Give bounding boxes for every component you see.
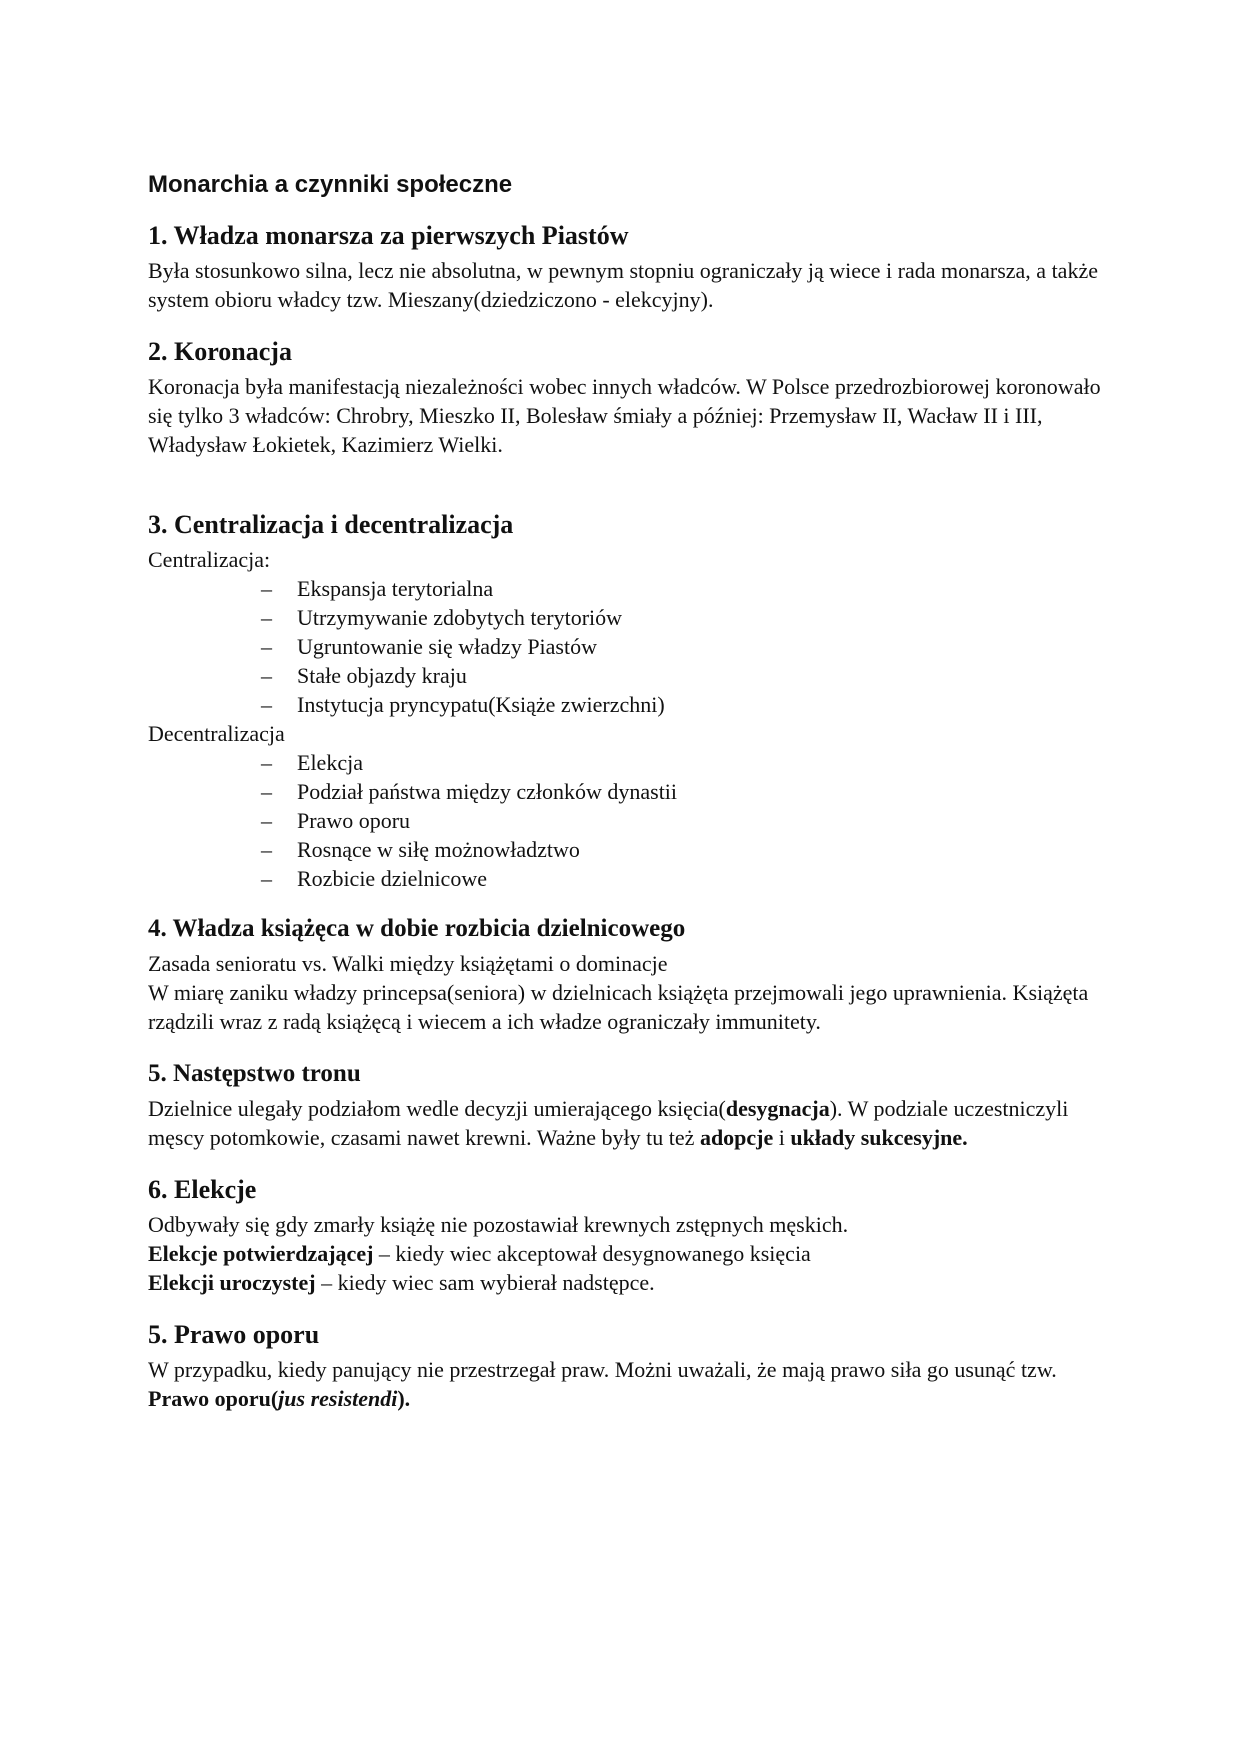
section-5 xyxy=(148,1058,1108,1152)
text-run: – kiedy wiec sam wybierał nadstępce. xyxy=(315,1270,655,1295)
section-4-heading: 4. Władza książęca w dobie rozbicia dzielnicowego xyxy=(148,915,686,942)
bold-term: desygnacja xyxy=(725,1096,830,1121)
centralization-list xyxy=(148,574,1108,719)
list-item: – Elekcja xyxy=(261,748,1108,777)
section-6-line-1: Odbywały się gdy zmarły książę nie pozostawiał krewnych zstępnych męskich. xyxy=(148,1212,849,1237)
decentralization-list xyxy=(148,748,1108,893)
document-page xyxy=(148,170,1108,1413)
text-run: Dzielnice ulegały podziałom wedle decyzji umierającego księcia( xyxy=(148,1096,726,1121)
list-item: – Stałe objazdy kraju xyxy=(261,661,1108,690)
section-6-heading: 6. Elekcje xyxy=(148,1175,257,1204)
section-1 xyxy=(148,220,1108,314)
section-5-heading: 5. Następstwo tronu xyxy=(148,1060,361,1087)
text-run: – kiedy wiec akceptował desygnowanego księcia xyxy=(373,1241,811,1266)
text-run: i xyxy=(773,1125,791,1150)
bold-term: Elekcji uroczystej xyxy=(148,1270,316,1295)
section-6-line-3 xyxy=(148,1268,1108,1297)
decentralization-label: Decentralizacja xyxy=(148,721,285,746)
list-item: – Podział państwa między członków dynastii xyxy=(261,777,1108,806)
list-item: – Instytucja pryncypatu(Książe zwierzchni) xyxy=(261,690,1108,719)
bold-term: ). xyxy=(397,1386,411,1411)
section-4 xyxy=(148,913,1108,1036)
list-item: – Ugruntowanie się władzy Piastów xyxy=(261,632,1108,661)
bold-term: Elekcje potwierdzającej xyxy=(148,1241,374,1266)
section-3 xyxy=(148,509,1108,893)
centralization-label: Centralizacja: xyxy=(148,547,271,572)
bold-term: adopcje xyxy=(699,1125,774,1150)
section-2-heading: 2. Koronacja xyxy=(148,337,292,366)
section-7-heading: 5. Prawo oporu xyxy=(148,1320,320,1349)
text-run: . xyxy=(962,1125,968,1150)
section-4-line-1: Zasada senioratu vs. Walki między książętami o dominacje xyxy=(148,951,668,976)
text-run: W przypadku, kiedy panujący nie przestrzegał praw. Możni uważali, że mają prawo siła go usunąć tzw. xyxy=(148,1357,1057,1382)
list-item: – Rozbicie dzielnicowe xyxy=(261,864,1108,893)
italic-term xyxy=(278,1386,397,1411)
section-7 xyxy=(148,1319,1108,1413)
section-2-text: Koronacja była manifestacją niezależności wobec innych władców. W Polsce przedrozbiorowej koronowało się tylko 3 władców: Chrobry, Mieszko II, Bolesław śmiały a później: Przemysław II, Wacław II i III, Władysław Łokietek, Kazimierz Wielki. xyxy=(148,374,1101,457)
section-3-heading: 3. Centralizacja i decentralizacja xyxy=(148,510,514,539)
section-6-line-2 xyxy=(148,1239,1108,1268)
document-title: Monarchia a czynniki społeczne xyxy=(148,171,513,198)
section-7-text xyxy=(148,1355,1108,1413)
bold-term: Prawo oporu( xyxy=(148,1386,279,1411)
section-6 xyxy=(148,1174,1108,1297)
list-item: – Prawo oporu xyxy=(261,806,1108,835)
section-4-line-2: W miarę zaniku władzy princepsa(seniora) w dzielnicach książęta przejmowali jego uprawnienia. Książęta rządzili wraz z radą książęcą i wiecem a ich władze ograniczały immunitety. xyxy=(148,980,1089,1034)
section-1-text: Była stosunkowo silna, lecz nie absolutna, w pewnym stopniu ograniczały ją wiece i rada monarsza, a także system obioru władcy tzw. Mieszany(dziedziczono - elekcyjny). xyxy=(148,258,1098,312)
bold-term: układy sukcesyjne xyxy=(790,1125,963,1150)
list-item: – Rosnące w siłę możnowładztwo xyxy=(261,835,1108,864)
section-2 xyxy=(148,336,1108,459)
text-run: ). W podziale uczestniczyli męscy potomkowie, czasami nawet krewni. Ważne były tu też xyxy=(148,1096,1069,1150)
section-5-text xyxy=(148,1094,1108,1152)
list-item: – Ekspansja terytorialna xyxy=(261,574,1108,603)
latin-term: jus resistendi xyxy=(278,1386,398,1411)
section-1-heading: 1. Władza monarsza za pierwszych Piastów xyxy=(148,221,629,250)
list-item: – Utrzymywanie zdobytych terytoriów xyxy=(261,603,1108,632)
